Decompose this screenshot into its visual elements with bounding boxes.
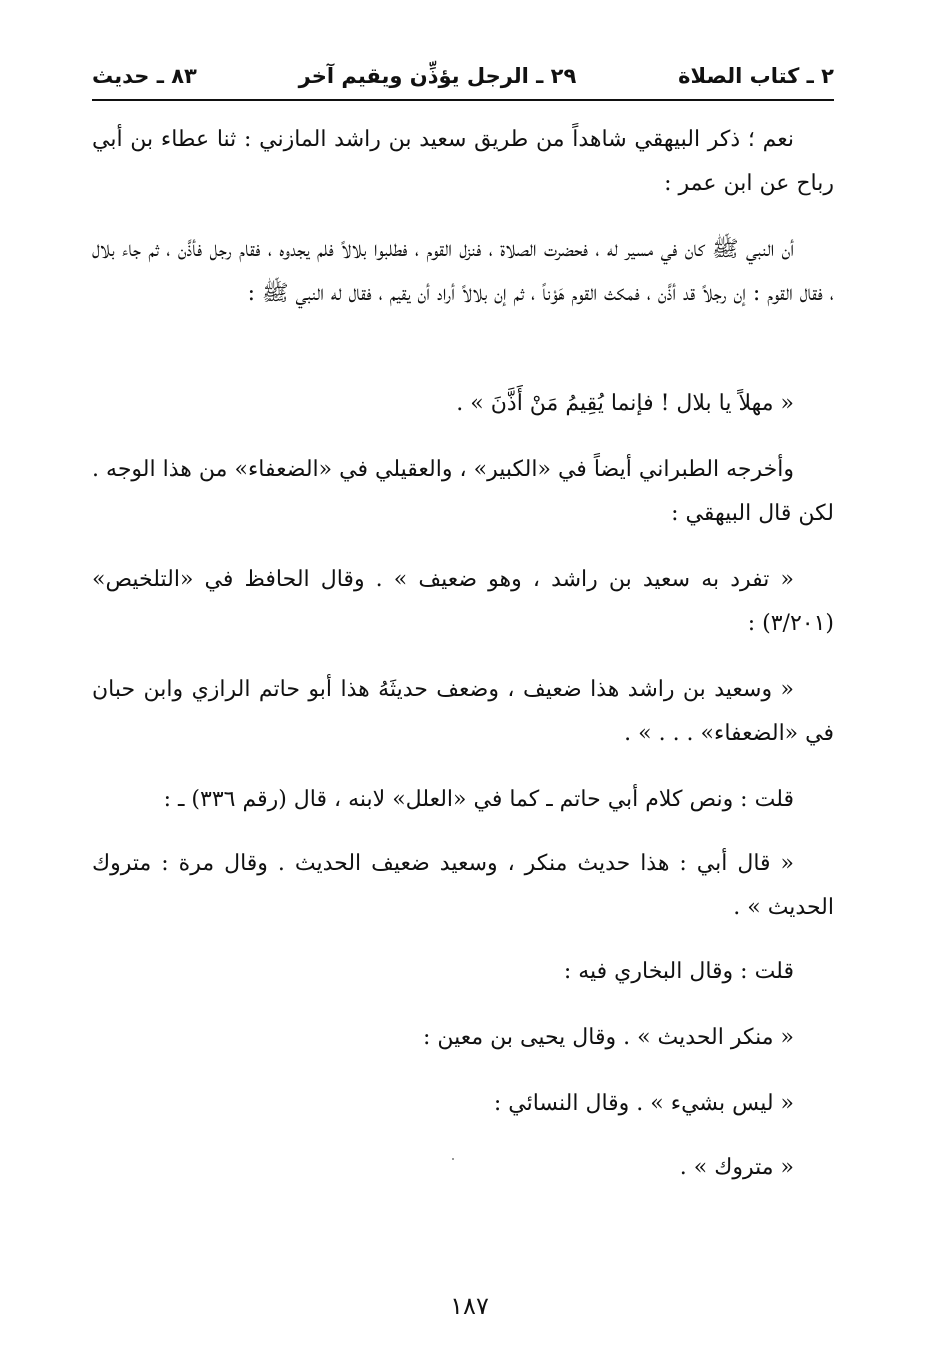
page-number: ١٨٧ [450,1292,489,1320]
scan-speck [452,1158,454,1160]
paragraph-nasai: « ليس بشيء » . وقال النسائي : [493,1091,794,1116]
header-chapter: ٢ ـ كتاب الصلاة [678,64,834,88]
running-header [92,58,834,94]
paragraph-bayhaqi-quote: « تفرد به سعيد بن راشد ، وهو ضعيف » . وقال الحافظ في «التلخيص» (٣/٢٠١) : [92,567,834,636]
paragraph-matruk: « متروك » . [679,1155,794,1180]
header-section: ٢٩ ـ الرجل يؤذِّن ويقيم آخر [298,64,577,88]
paragraph-abu-hatim: قلت : ونص كلام أبي حاتم ـ كما في «العلل» لابنه ، قال (رقم ٣٣٦) ـ : [163,787,794,812]
paragraph-abu-hatim-quote: « قال أبي : هذا حديث منكر ، وسعيد ضعيف الحديث . وقال مرة : متروك الحديث » . [92,851,834,920]
header-hadith-number: ٨٣ ـ حديث [92,64,197,88]
paragraph-tabarani: وأخرجه الطبراني أيضاً في «الكبير» ، والعقيلي في «الضعفاء» من هذا الوجه . لكن قال البيهقي : [92,457,834,526]
header-rule [92,99,834,101]
paragraph-bukhari: قلت : وقال البخاري فيه : [563,959,794,984]
paragraph-bayhaqi-witness: نعم ؛ ذكر البيهقي شاهداً من طريق سعيد بن راشد المازني : ثنا عطاء بن أبي رباح عن ابن عمر : [92,127,834,196]
paragraph-hadith-quote: « مهلاً يا بلال ! فإنما يُقِيمُ مَنْ أَذَّنَ » . [456,391,794,416]
paragraph-hadith-text: أن النبي ﷺ كان في مسير له ، فحضرت الصلاة ، فنزل القوم ، فطلبوا بلالاً فلم يجدوه ، فقام رجل فأذَّن ، ثم جاء بلال ، فقال القوم : إن رجلاً قد أذَّن ، فمكث القوم هَوْناً ، ثم إن بلالاً أراد أن يقيم ، فقال له النبي ﷺ : [92,237,834,306]
paragraph-ibn-main: « منكر الحديث » . وقال يحيى بن معين : [422,1025,794,1050]
paragraph-hafiz-quote: « وسعيد بن راشد هذا ضعيف ، وضعف حديثَهُ هذا أبو حاتم الرازي وابن حبان في «الضعفاء» . . . » . [92,677,834,746]
